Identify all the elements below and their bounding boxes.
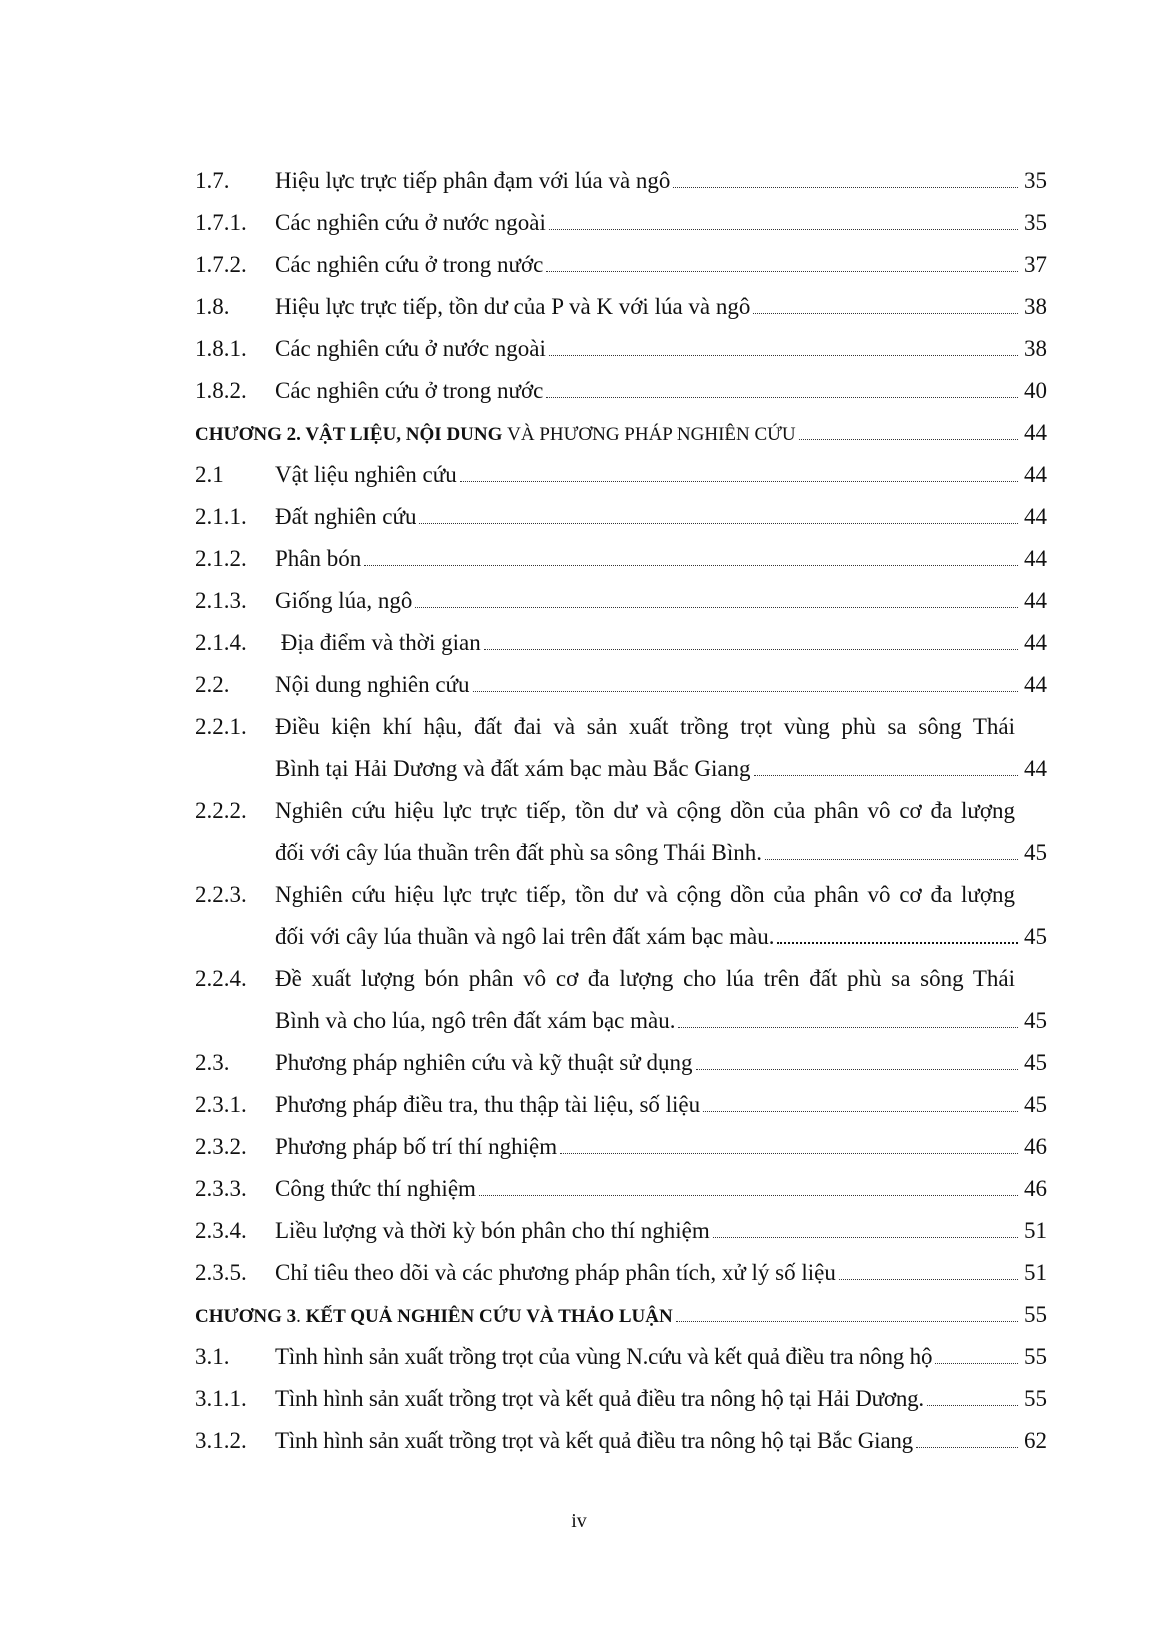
toc-entry[interactable] [195, 538, 1047, 580]
chapter-label: CHƯƠNG 2 [195, 424, 297, 445]
toc-number: 1.7. [195, 168, 230, 193]
dot-leader [546, 271, 1018, 272]
toc-title: Phương pháp điều tra, thu thập tài liệu, số liệu [275, 1092, 701, 1117]
toc-title: Địa điểm và thời gian [275, 630, 481, 655]
toc-page: 35 [1024, 168, 1047, 193]
toc-entry-line1[interactable] [195, 874, 1047, 916]
table-of-contents [195, 160, 1047, 1462]
toc-number: 2.2.4. [195, 966, 247, 991]
toc-title: Bình tại Hải Dương và đất xám bạc màu Bắc Giang [275, 756, 751, 781]
toc-title: Vật liệu nghiên cứu [275, 462, 457, 487]
toc-title: Hiệu lực trực tiếp, tồn dư của P và K với lúa và ngô [275, 294, 751, 319]
toc-title: Chỉ tiêu theo dõi và các phương pháp phân tích, xử lý số liệu [275, 1260, 836, 1285]
toc-title: Bình và cho lúa, ngô trên đất xám bạc màu. [275, 1008, 676, 1033]
toc-entry-line1[interactable] [195, 958, 1047, 1000]
toc-number: 3.1.1. [195, 1386, 247, 1411]
toc-number: 2.1.4. [195, 630, 247, 655]
chapter-title-rest: VÀ THẢO LUẬN [526, 1306, 673, 1327]
toc-page: 44 [1024, 672, 1047, 697]
toc-page: 44 [1024, 420, 1047, 445]
toc-number: 1.8.1. [195, 336, 247, 361]
dot-leader [560, 1153, 1018, 1154]
toc-number: 3.1. [195, 1344, 230, 1369]
toc-entry[interactable] [195, 370, 1047, 412]
toc-number: 2.1.3. [195, 588, 247, 613]
toc-page: 51 [1024, 1260, 1047, 1285]
toc-number: 1.7.2. [195, 252, 247, 277]
chapter-title-bold: VẬT LIỆU, NỘI DUNG [305, 424, 503, 445]
toc-entry-line2[interactable] [195, 916, 1047, 958]
toc-entry-line2[interactable] [195, 748, 1047, 790]
toc-page: 40 [1024, 378, 1047, 403]
dot-leader [415, 607, 1018, 608]
dot-leader [546, 397, 1018, 398]
dot-leader [460, 481, 1018, 482]
toc-title: Phương pháp bố trí thí nghiệm [275, 1134, 558, 1159]
toc-page: 55 [1024, 1344, 1047, 1369]
dot-leader [549, 229, 1018, 230]
toc-entry[interactable] [195, 160, 1047, 202]
dot-leader [839, 1279, 1018, 1280]
dot-leader [935, 1363, 1018, 1364]
toc-number: 2.1.1. [195, 504, 247, 529]
toc-page: 45 [1024, 1092, 1047, 1117]
dot-leader [479, 1195, 1018, 1196]
dot-leader [799, 439, 1018, 440]
toc-title: Các nghiên cứu ở nước ngoài [275, 336, 546, 361]
dot-leader [916, 1447, 1018, 1448]
toc-title-line1: Nghiên cứu hiệu lực trực tiếp, tồn dư và cộng dồn của phân vô cơ đa lượng [275, 798, 1015, 823]
dot-leader [678, 1027, 1018, 1028]
toc-page: 55 [1024, 1386, 1047, 1411]
toc-number: 2.2. [195, 672, 230, 697]
toc-number: 1.7.1. [195, 210, 247, 235]
toc-page: 51 [1024, 1218, 1047, 1243]
toc-page: 46 [1024, 1176, 1047, 1201]
toc-entry[interactable] [195, 454, 1047, 496]
toc-number: 1.8. [195, 294, 230, 319]
toc-page: 44 [1024, 546, 1047, 571]
chapter-separator: . [296, 1306, 306, 1327]
toc-entry[interactable] [195, 1378, 1047, 1420]
toc-title: Các nghiên cứu ở trong nước [275, 252, 544, 277]
toc-number: 2.2.2. [195, 798, 247, 823]
toc-entry[interactable] [195, 1252, 1047, 1294]
toc-number: 2.3. [195, 1050, 230, 1075]
dot-leader [927, 1405, 1018, 1406]
toc-number: 2.3.1. [195, 1092, 247, 1117]
toc-number: 2.2.1. [195, 714, 247, 739]
chapter-label: CHƯƠNG 3 [195, 1306, 297, 1327]
toc-page: 46 [1024, 1134, 1047, 1159]
dot-leader [713, 1237, 1018, 1238]
toc-title: Các nghiên cứu ở nước ngoài [275, 210, 546, 235]
toc-entry[interactable] [195, 1126, 1047, 1168]
toc-title: Giống lúa, ngô [275, 588, 413, 613]
dot-leader [753, 313, 1018, 314]
toc-number: 3.1.2. [195, 1428, 247, 1453]
toc-title: Công thức thí nghiệm [275, 1176, 476, 1201]
toc-number: 2.3.3. [195, 1176, 247, 1201]
toc-entry[interactable] [195, 202, 1047, 244]
toc-page: 37 [1024, 252, 1047, 277]
toc-number: 1.8.2. [195, 378, 247, 403]
toc-page: 62 [1024, 1428, 1047, 1453]
toc-page: 45 [1024, 1008, 1047, 1033]
toc-entry[interactable] [195, 286, 1047, 328]
toc-title: Nội dung nghiên cứu [275, 672, 470, 697]
toc-title-line1: Đề xuất lượng bón phân vô cơ đa lượng cho lúa trên đất phù sa sông Thái [275, 966, 1015, 991]
toc-entry[interactable] [195, 496, 1047, 538]
toc-entry[interactable] [195, 244, 1047, 286]
toc-entry[interactable] [195, 622, 1047, 664]
toc-title-line1: Nghiên cứu hiệu lực trực tiếp, tồn dư và cộng dồn của phân vô cơ đa lượng [275, 882, 1015, 907]
toc-title-line1: Điều kiện khí hậu, đất đai và sản xuất trồng trọt vùng phù sa sông Thái [275, 714, 1015, 739]
dot-leader [696, 1069, 1018, 1070]
page-number: iv [571, 1510, 587, 1532]
toc-title: Đất nghiên cứu [275, 504, 417, 529]
dot-leader [484, 649, 1018, 650]
toc-chapter-entry[interactable] [195, 1294, 1047, 1336]
toc-page: 35 [1024, 210, 1047, 235]
toc-title: Tình hình sản xuất trồng trọt và kết quả điều tra nông hộ tại Bắc Giang [275, 1428, 913, 1453]
toc-title: Hiệu lực trực tiếp phân đạm với lúa và ngô [275, 168, 671, 193]
dot-leader [364, 565, 1018, 566]
dot-leader [765, 859, 1018, 860]
chapter-title-rest: VÀ PHƯƠNG PHÁP NGHIÊN CỨU [507, 424, 796, 445]
toc-number: 2.2.3. [195, 882, 247, 907]
toc-entry-line2[interactable] [195, 832, 1047, 874]
toc-entry[interactable] [195, 1084, 1047, 1126]
dot-leader [703, 1111, 1018, 1112]
toc-entry[interactable] [195, 1168, 1047, 1210]
toc-entry-line1[interactable] [195, 790, 1047, 832]
toc-page: 38 [1024, 336, 1047, 361]
toc-title: đối với cây lúa thuần và ngô lai trên đất xám bạc màu. [275, 924, 775, 949]
toc-number: 2.3.4. [195, 1218, 247, 1243]
dot-leader [473, 691, 1018, 692]
toc-entry-line1[interactable] [195, 706, 1047, 748]
toc-title: Liều lượng và thời kỳ bón phân cho thí nghiệm [275, 1218, 710, 1243]
toc-page: 38 [1024, 294, 1047, 319]
toc-number: 2.3.5. [195, 1260, 247, 1285]
toc-title: Phương pháp nghiên cứu và kỹ thuật sử dụng [275, 1050, 693, 1075]
toc-entry[interactable] [195, 1420, 1047, 1462]
toc-entry[interactable] [195, 580, 1047, 622]
toc-entry[interactable] [195, 328, 1047, 370]
toc-page: 44 [1024, 504, 1047, 529]
toc-page: 55 [1024, 1302, 1047, 1327]
toc-entry[interactable] [195, 1210, 1047, 1252]
toc-page: 44 [1024, 756, 1047, 781]
toc-number: 2.1 [195, 462, 224, 487]
toc-title: Các nghiên cứu ở trong nước [275, 378, 544, 403]
toc-page: 45 [1024, 924, 1047, 949]
chapter-separator: . [296, 424, 306, 445]
toc-chapter-title [195, 414, 796, 456]
toc-chapter-entry[interactable] [195, 412, 1047, 454]
toc-page: 44 [1024, 630, 1047, 655]
toc-chapter-title [195, 1296, 673, 1338]
toc-entry[interactable] [195, 664, 1047, 706]
toc-title: đối với cây lúa thuần trên đất phù sa sông Thái Bình. [275, 840, 762, 865]
toc-entry[interactable] [195, 1042, 1047, 1084]
toc-number: 2.3.2. [195, 1134, 247, 1159]
toc-page: 45 [1024, 1050, 1047, 1075]
dot-leader [676, 1321, 1018, 1322]
chapter-title-bold: KẾT QUẢ NGHIÊN CỨU [305, 1306, 522, 1327]
toc-entry-line2[interactable] [195, 1000, 1047, 1042]
dot-leader [777, 942, 1018, 944]
toc-title: Phân bón [275, 546, 362, 571]
toc-number: 2.1.2. [195, 546, 247, 571]
toc-page: 44 [1024, 588, 1047, 613]
dot-leader [549, 355, 1018, 356]
toc-page: 44 [1024, 462, 1047, 487]
dot-leader [419, 523, 1018, 524]
dot-leader [673, 187, 1018, 188]
toc-page: 45 [1024, 840, 1047, 865]
dot-leader [754, 775, 1018, 776]
toc-title: Tình hình sản xuất trồng trọt của vùng N.cứu và kết quả điều tra nông hộ [275, 1344, 933, 1369]
toc-title: Tình hình sản xuất trồng trọt và kết quả điều tra nông hộ tại Hải Dương. [275, 1386, 924, 1411]
toc-entry[interactable] [195, 1336, 1047, 1378]
